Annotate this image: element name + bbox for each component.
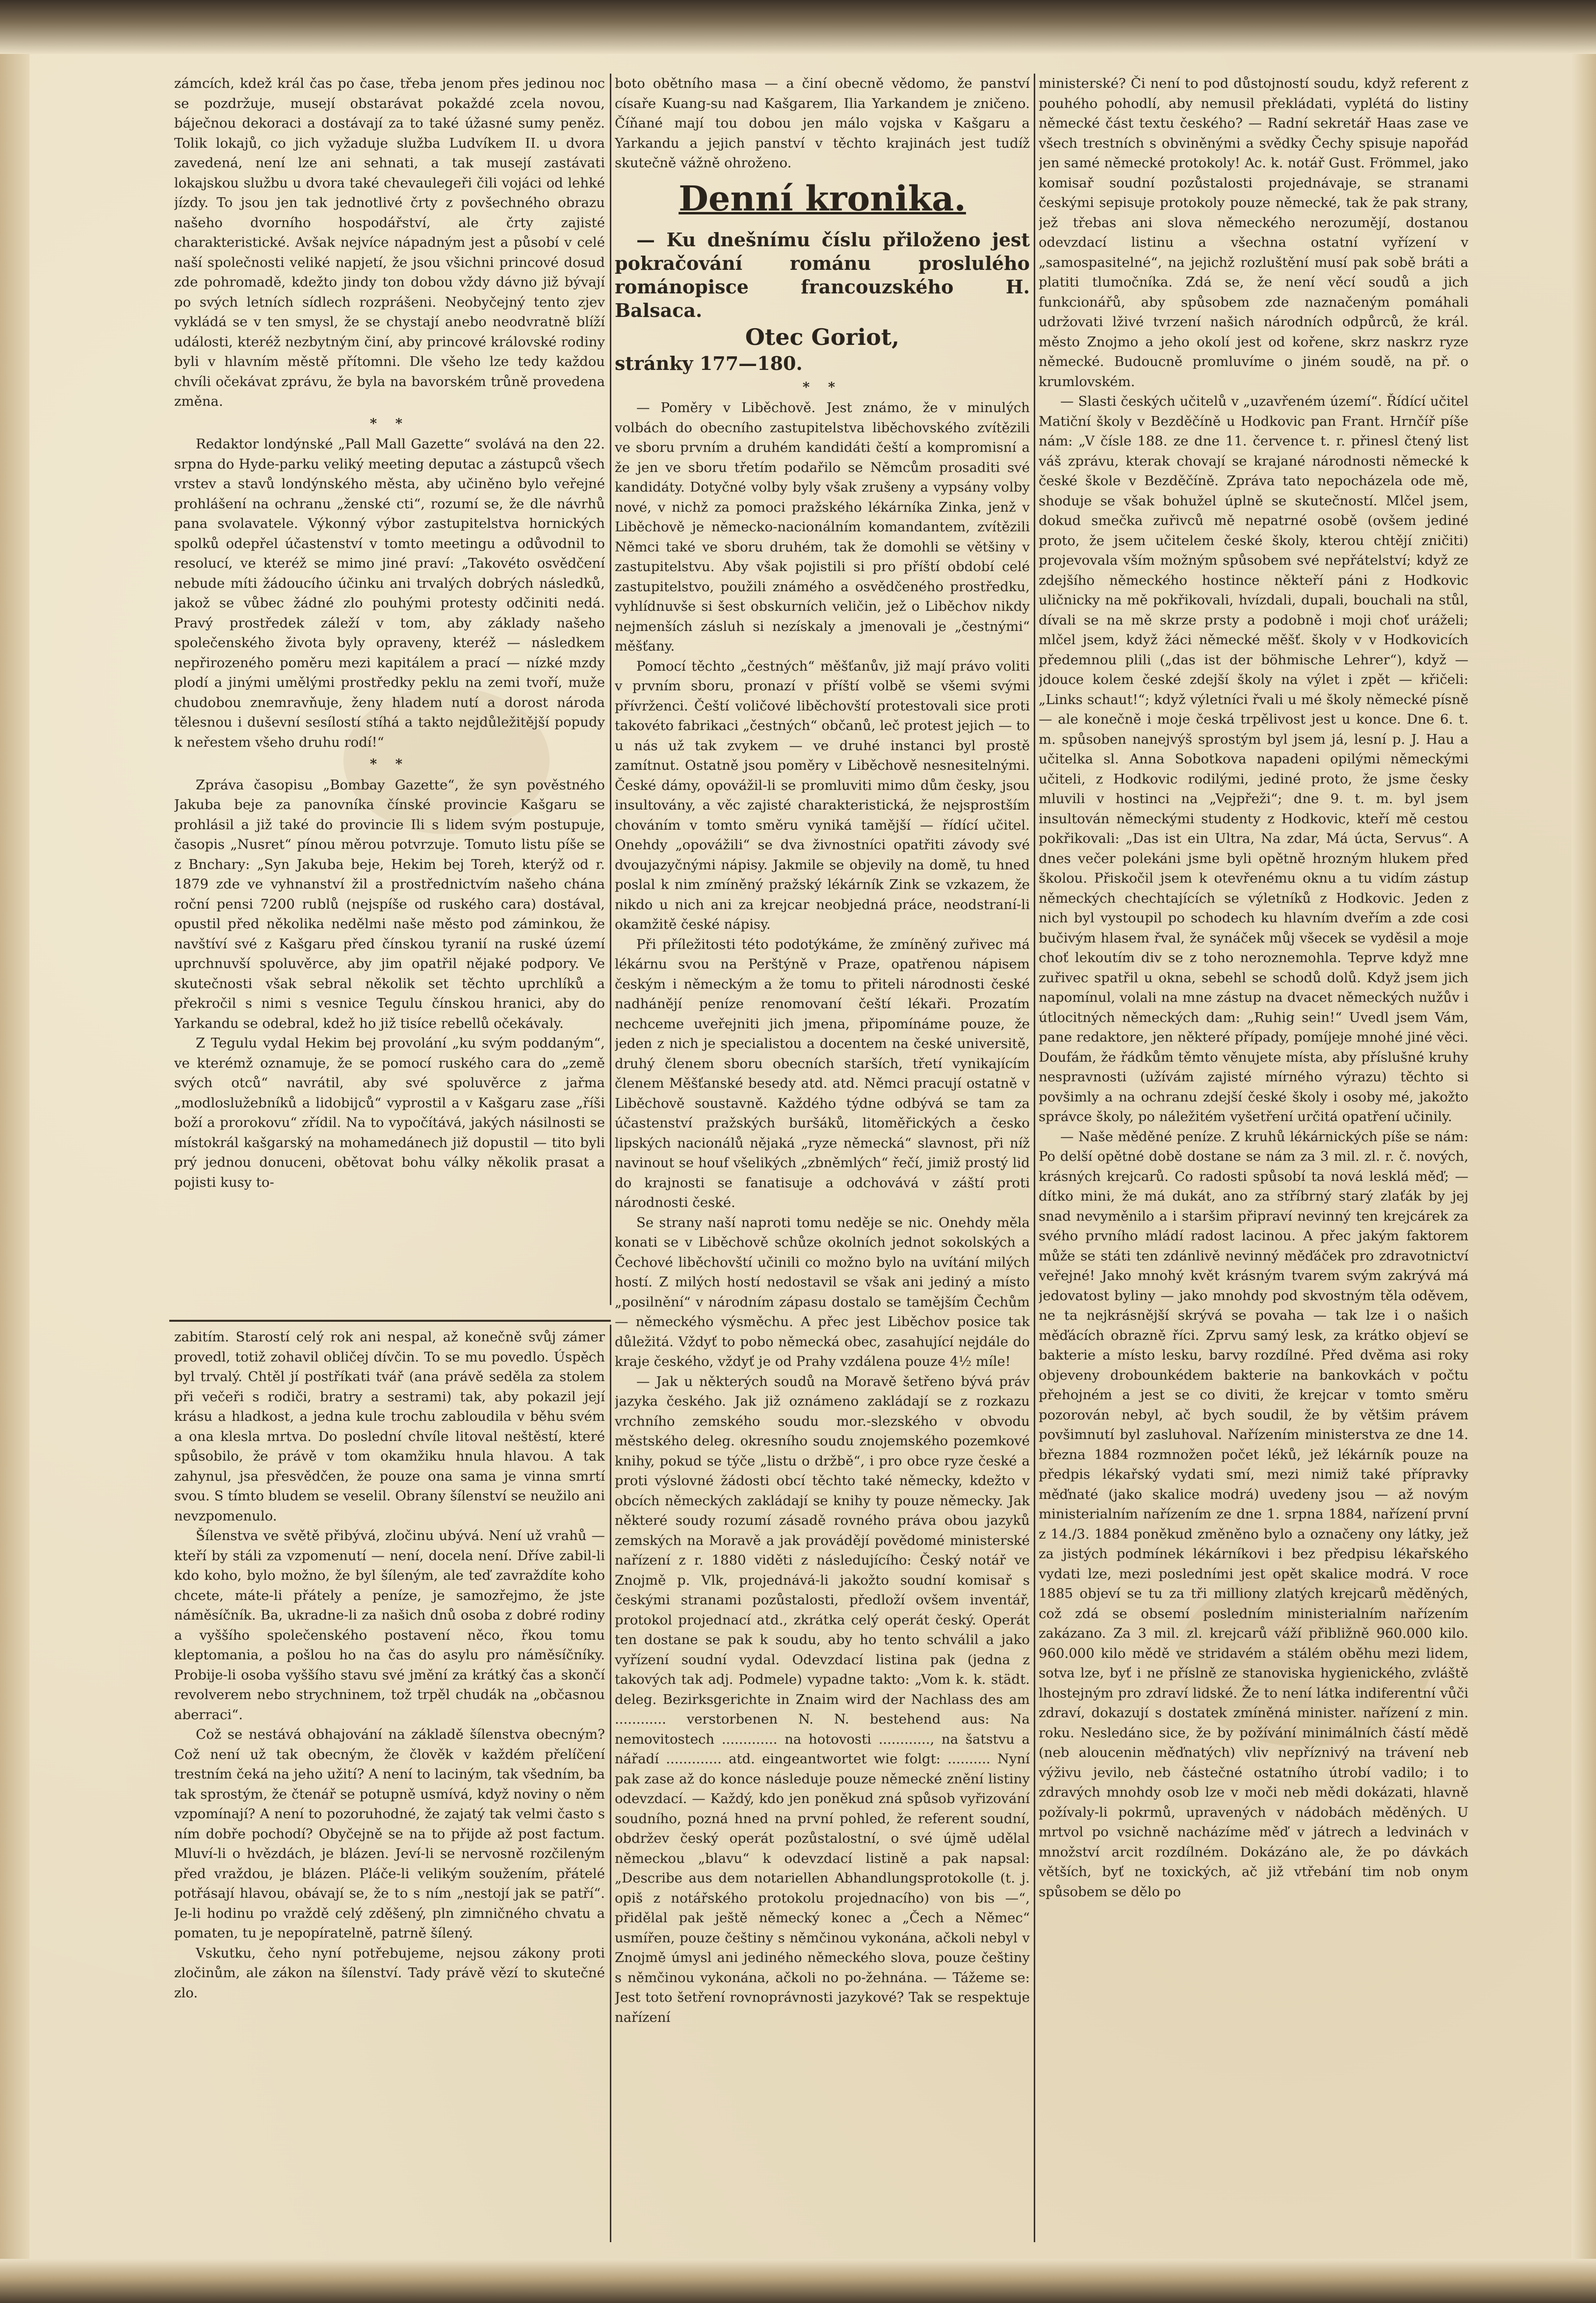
article-paragraph: Se strany naší naproti tomu neděje se nic. Onehdy měla konati se v Liběchově schůze okolních jednot sokolských a Čechové liběchovští učinili co možno bylo na uvítání milých hostí. Z milých hostí nedostavil se však ani jediný a místo „posilnění“ v národním zápasu dostalo se tamějším Čechům — německého výsměchu. A přec jest Liběchov posice tak důležitá. Vždyť to pobo německá obec, zasahující nejdále do kraje českého, vždyť je od Prahy vzdálena pouze 4½ míle! xyxy=(615,1214,1030,1369)
column-rule xyxy=(610,1325,611,2242)
article-paragraph: Pomocí těchto „čestných“ měšťanův, již mají právo voliti v prvním sboru, pronazí v příští volbě se všemi svými přívrženci. Čeští voličové liběchovští protestovali sice proti takovéto fabrikaci „čestných“ občanů, leč protest jejich — to u nás už tak zvykem — ve druhé instanci byl prostě zamítnut. Ostatně jsou poměry v Liběchově nesnesitelnými. České dámy, opovážil-li se promluviti mimo dům česky, jsou insultovány, a věc zajisté charakteristická, že nejsprostším chováním v tomto směru vyniká tamější — řídící učitel. Onehdy „opovážili“ se dva živnostníci opatřiti závody své dvoujazyčnými nápisy. Jakmile se objevily na domě, tu hned poslal k nim zmíněný pražský lékárník Zink se vzkazem, že nikdo u nich ani za krejcar neobjedná práce, neodstraní-li okamžitě české nápisy. xyxy=(615,658,1030,932)
section-separator: * * xyxy=(369,415,410,431)
supplement-title: Otec Goriot, xyxy=(745,323,900,350)
article-paragraph: zámcích, kdež král čas po čase, třeba jenom přes jedinou noc se pozdržuje, musejí obstarávat pokaždé zcela novou, báječnou dekoraci a dostávají za to také úžasné sumy peněz. Tolik lokajů, co jich vyžaduje služba Ludvíkem II. u dvora zavedená, není lze ani sehnati, a tak musejí zastávati lokajskou službu u dvora také chevaulegeři čili vojáci od lehké jízdy. To jsou jen tak jednotlivé črty z povšechného obrazu našeho dvorního hospodářství, ale črty zajisté charakteristické. Avšak nejvíce nápadným jest a působí v celé naší společnosti veliké napjetí, že jsou všichni princové dosud zde pohromadě, kdežto jindy ton dobou vždy dávno již bývají po svých letních sídlech rozprášeni. Neobyčejný tento zjev vykládá se v ten smysl, že se chystají anebo neodvratně blíží události, kteréž nezbytným činí, aby princové královské rodiny byli v hlavním městě přítomni. Dle všeho lze tedy každou chvíli očekávat zprávu, že byla na bavorském trůně provedena změna. xyxy=(174,76,605,409)
article-paragraph: — Naše měděné peníze. Z kruhů lékárnických píše se nám: Po delší opětné době dostane se nám za 3 mil. zl. r. č. nových, krásných krejcarů. Co radosti spůsobí ta nová lesklá měď; — dítko mini, že má dukát, ano za stříbrný starý zlaťák by jej snad nevyměnilo a i staršim připraví nevinný ten krejcárek za svého prvního mládí radost lacinou. A přec jakým faktorem může se státi ten zdánlivě nevinný měďáček pro zdravotnictví veřejné! Jako mnohý květ krásným tvarem svým zakrývá má jedovatost byliny — jako mnohdy pod skvostným těla oděvem, ne ta nejkrásnější skrývá se povaha — tak lze i o našich měďácích obrazně říci. Zprvu samý lesk, za krátko objeví se bakterie a místo lesku, barvy rozdílné. Před dvěma asi roky objeveny drobounkédem bakterie na bankovkách v počtu přehojném a jest se co diviti, že krejcar v tomto směru pozorován nebyl, ač bych soudil, že by většim právem povšimnutí byl zasluhoval. Nařízením ministerstva ze dne 14. března 1884 rozmnožen počet léků, jež lékárník pouze na předpis lékařský vydati smí, mezi nimiž také přípravky měďnaté (jako skalice modrá) uvedeny jsou — až novým ministerialním nařízením ze dne 1. srpna 1884, nařízení první z 14./3. 1884 poněkud změněno bylo a označeny ony látky, jež za jistých podmínek lékárníkovi i bez předpisu lékařského vydati lze, mezi posledními jest opět skalice modrá. V roce 1885 objeví se tu za tři milliony zlatých krejcarů měděných, což zdá se obsemí posledním ministerialním nařízením zakázano. Za 3 mil. zl. krejcarů váží přibližně 960.000 kilo. 960.000 kilo mědě ve stridavém a stálém oběhu mezi lidem, sotva lze, byť i ne příslně ze stanoviska hygienického, zvláště lhostejným pro zdraví lidské. Že to není látka indiferentní vůči zdraví, dokazují s dostatek zmíněná minister. nařízení z min. roku. Nesledáno sice, že by požívání minimálních částí mědě (neb aloucenin měďnatých) vliv nepříznivý na trávení neb výživu jevilo, neb částečné ostatního útrobí vadilo; i to zdravých mnohdy osob lze v moči neb mědi dokázati, hlavně požívaly-li pokrmů, upravených v nádobách měděných. U mrtvol po vsichně nacházíme měď v játrech a ledvinách v množství arcit rozdílném. Dokázáno ale, že po dávkách větších, byť ne toxických, ač již vtřebání tim nob onym spůsobem se dělo po xyxy=(1039,1128,1468,1900)
section-heading: Denní kronika. xyxy=(679,178,966,219)
column-rule xyxy=(1034,74,1035,2242)
left-bottom-column xyxy=(174,1327,605,2242)
paper-edge-left xyxy=(0,0,29,2303)
article-paragraph: Při příležitosti této podotýkáme, že zmíněný zuřivec má lékárnu svou na Perštýně v Praze, opatřenou nápisem českým i německým a že tomu to přiteli národnosti české nadhánějí peníze renomovaní čeští lékaři. Prozatím nechceme uveřejniti jich jmena, připomínáme pouze, že jeden z nich je specialistou a docentem na české universitě, druhý členem sboru obecních starších, třetí vynikajícím členem Měšťanské besedy atd. atd. Němci pracují ostatně v Liběchově soustavně. Každého týdne odbývá se tam za účastenství pražských buršáků, litoměřických a česko lipských nacionálů nějaká „ryze německá“ slavnost, při níž navinout se houf všelikých „zbněmlých“ řečí, jimiž prostý lid do krajnosti se fanatisuje a odchovává v záští proti národnosti české. xyxy=(615,936,1030,1210)
article-paragraph: — Slasti českých učitelů v „uzavřeném území“. Řídící učitel Matiční školy v Bezděčíně u Hodkovic pan Frant. Hrnčíř píše nám: „V čísle 188. ze dne 11. července t. r. přinesl čtený list váš zprávu, kterak chovají se krajané národnosti německé k české škole v Bezděčíně. Zpráva tato nepocházela ode mě, shoduje se však bohužel úplně se skutečností. Mlčel jsem, dokud smečka zuřivců mě nepatrné osobě (ovšem jediné proto, že jsem učitelem české školy, kterou chtějí zničiti) projevovala vším možným spůsobem své nepřátelství; když ze zdejšího německého hostince někteří páni z Hodkovic uličnicky na mě pokřikovali, hvízdali, dupali, bouchali na stůl, dívali se na mě skrze prsty a podobně i moji choť uráželi; mlčel jsem, když žáci německé měšť. školy v v Hodkovicích předemnou plili („das ist der böhmische Lehrer“), když — jdouce kolem české zdejší školy na výlet i zpět — křičeli: „Links schaut!“; když výletníci řvali u mé školy německé písně — ale konečně i moje česká trpělivost jest u konce. Dne 6. t. m. spůsoben nanejvýš sprostým byl jsem já, lesní p. J. Hau a učitelka sl. Anna Sobotkova napadeni opilými německými učiteli, z Hodkovic rodilými, jediné proto, že jsme česky mluvili v hostinci na „Vejpřeži“; dne 9. t. m. byl jsem insultován německými studenty z Hodkovic, kteří mě cestou pokřikovali: „Das ist ein Ultra, Na zdar, Má úcta, Servus“. A dnes večer polekáni jsme byli opětně hrozným hlukem před školou. Přiskočil jsem k otevřenému oknu a tu vidím zástup německých chechtajících se výletníků z Hodkovic. Jeden z nich byl vystoupil po schodech ku hlavním dveřím a zde cosi bučivým hlasem řval, že synáček můj všecek se vyděsil a moje choť lekoutím div se z toho neroznemohla. Teprve když mne zuřivec spatřil u okna, sebehl se schodů dolů. Když jsem jich napomínul, volali na mne zástup na dvacet německých nužův i útlocitných německých dam: „Ruhig sein!“ Uvedl jsem Vám, pane redaktore, jen některé případy, pomíjeje mnohé jiné věci. Doufám, že řádkům těmto věnujete místa, aby příslušné kruhy nespravnosti (užívám zajisté mírného výrazu) těchto si povšimly a na ochranu zdejší české školy i osoby mé, jakožto správce školy, po náležitém vyšetření určitá opatření učinily. xyxy=(1039,393,1468,1125)
section-separator: * * xyxy=(369,756,410,772)
right-column xyxy=(1039,74,1468,2242)
article-paragraph: Z Tegulu vydal Hekim bej provolání „ku svým poddaným“, ve kterémž oznamuje, že se pomocí ruského cara do „země svých otců“ navrátil, aby své spoluvěrce z jařma „modloslužebníků a lidobijců“ vyprostil a v Kašgaru zase „říši boží a prorokovu“ zřídil. Na to vypočítává, jakých násilnosti se místokrál kašgarský na mohamedánech již dopustil — tito byli prý jednou donuceni, obětovat bohu války několik prasat a pojisti kusy to- xyxy=(174,1035,605,1190)
supplement-notice: — Ku dnešnímu číslu přiloženo jest pokračování románu proslulého románopisce francouzského H. Balsaca. xyxy=(615,228,1030,321)
scan-shadow-top xyxy=(0,0,1596,54)
article-paragraph: Šílenstva ve světě přibývá, zločinu ubývá. Není už vrahů — kteří by stáli za vzpomenutí — není, docela není. Dříve zabil-li kdo koho, bylo možno, že byl šíleným, ale teď zavraždíte koho chcete, máte-li přátely a peníze, je samozřejmo, že jste náměsíčník. Ba, ukradne-li za našich dnů osoba z dobré rodiny a vyššího společenského postavení něco, řkou tomu kleptomania, a pošlou ho na čas do asylu pro náměsíčníky. Probije-li osoba vyššího stavu své jmění za krátký čas a skončí revolverem nebo strychninem, tož trpěl chudák na „občasnou aberraci“. xyxy=(174,1528,605,1723)
section-rule xyxy=(169,1320,611,1322)
article-paragraph: zabitím. Starostí celý rok ani nespal, až konečně svůj zámer provedl, totiž zohavil obličej dívčin. To se mu povedlo. Úspěch byl trvalý. Chtěl jí postříkati tvář (ana právě seděla za stolem při večeři s rodiči, bratry a sestrami) tak, aby pokazil její krásu a hladkost, a jedna kule trochu zabloudila v běhu svém a ona klesla mrtva. Do poslední chvíle litoval neštěstí, které spůsobilo, že právě v tom okamžiku hnula hlavou. A tak zahynul, jsa přesvědčen, že pouze ona sama je vinna smrtí svou. S tímto bludem se veselil. Obrany šílenství se neužilo ani nevzpomenulo. xyxy=(174,1329,605,1524)
section-separator: * * xyxy=(802,379,842,395)
article-paragraph: boto obětního masa — a činí obecně vědomo, že panství císaře Kuang-su nad Kašgarem, Ilia Yarkandem je zničeno. Číňané mají tou dobou jen málo vojska v Kašgaru a Yarkandu a jejich panství v těchto krajinách jest tudíž skutečně vážně ohroženo. xyxy=(615,76,1030,171)
supplement-pages: stránky 177—180. xyxy=(615,352,803,374)
article-paragraph: — Jak u některých soudů na Moravě šetřeno bývá práv jazyka českého. Jak již oznámeno zakládají se z rozkazu vrchního zemského soudu mor.-slezského v obvodu městského deleg. okresního soudu znojemského pozemkové knihy, pokud se týče „listu o držbě“, i pro obce ryze české a proti výslovné žádosti obcí těchto také německy, kdežto v obcích německých zakládají se knihy ty pouze německy. Jak některé soudy rozumí zásadě rovného práva obou jazyků zemských na Moravě a jak provádějí povědomé ministerské nařízení z r. 1880 viděti z následujícího: Český notář ve Znojmě p. Vlk, projednává-li jakožto soudní komisař s českými stranami pozůstalosti, předloží ovšem inventář, protokol projednací atd., zkrátka celý operát český. Operát ten dostane se pak k soudu, aby ho tento schválil a jako vyřízení soudní vydal. Odevzdací listina pak (jedna z takových tak adj. Podmele) vypadne takto: „Vom k. k. städt. deleg. Bezirksgerichte in Znaim wird der Nachlass des am ............ verstorbenen N. N. bestehend aus: Na nemovitostech ............. na hotovosti ............, na šatstvu a nářadí ............. atd. eingeantwortet wie folgt: .......... Nyní pak zase až do konce následuje pouze německé znění listiny odevzdací. — Každý, kdo jen poněkud zná spůsob vyřizování soudního, pozná hned na první pohled, že referent soudní, obdržev český operát pozůstalostní, o své újmě udělal německou „blavu“ k odevzdací listině a pak napsal: „Describe aus dem notariellen Abhandlungsprotokolle (t. j. opiš z notářského protokolu projednacího) von bis —“, přidělal pak ještě německý konec a „Čech a Němec“ usmířen, pouze češtiny s němčinou vykonána, ačkoli nebyl v Znojmě úmysl ani jediného německého slova, pouze češtiny s němčinou vykonána, ačkoli no po-žehnána. — Tážeme se: Jest toto šetření rovnoprávnosti jazykové? Tak se respektuje nařízení xyxy=(615,1373,1030,2025)
scan-shadow-bottom xyxy=(0,2259,1596,2303)
article-paragraph: — Poměry v Liběchově. Jest známo, že v minulých volbách do obecního zastupitelstva liběchovského zvítězili ve sboru prvním a druhém kandidáti čeští a kompromisní a že jen ve sboru třetím podařilo se Němcům prosaditi své kandidáty. Dotyčné volby byly však zrušeny a vypsány volby nové, v nichž za pomoci pražského lékárníka Zinka, jenž v Liběchově je německo-nacionálním komandantem, zvítězili Němci také ve sboru druhém, tak že domohli se většiny v zastupitelstvu. Aby však pojistili si pro příští období celé zastupitelstvo, použili známého a osvědčeného prostředku, vyhlídnuvše si šest obskurních veličin, jež o Liběchov nikdy nejmenších zásluh si nezískaly a jmenovali je „čestnými“ měšťany. xyxy=(615,400,1030,654)
left-top-column xyxy=(174,74,605,1315)
article-paragraph: Což se nestává obhajování na základě šílenstva obecným? Což není už tak obecným, že člověk v každém přelíčení trestním čeká na jeho užití? A není to laciným, tak všedním, ba tak sprostým, že čtenář se potupně usmívá, když noviny o něm vzpomínají? A není to pozoruhodné, že zajatý tak velmi často s ním dobře pochodí? Obyčejně se na to přijde až post factum. Mluví-li o hvězdách, je blázen. Jeví-li se nervosně rozčileným před vraždou, je blázen. Pláče-li velikým soužením, přátelé potřásají hlavou, obávají se, že to s ním „nestojí jak se patří“. Je-li hodinu po vraždě celý zděšený, pln zimničného chvatu a pomaten, tu je nepopíratelně, patrně šílený. xyxy=(174,1727,605,1941)
column-rule xyxy=(610,74,611,1305)
article-paragraph: Vskutku, čeho nyní potřebujeme, nejsou zákony proti zločinům, ale zákon na šílenství. Tady právě vězí to skutečné zlo. xyxy=(174,1945,605,2001)
middle-column xyxy=(615,74,1030,2242)
article-paragraph: Zpráva časopisu „Bombay Gazette“, že syn pověstného Jakuba beje za panovníka čínské provincie Kašgaru se prohlásil a již také do provincie Ili s lidem svým postupuje, časopis „Nusret“ pínou měrou potvrzuje. Tomuto listu píše se z Bnchary: „Syn Jakuba beje, Hekim bej Toreh, kterýž od r. 1879 zde ve vyhnanství žil a prostřednictvím našeho chána roční pensi 7200 rublů (nejspíše od ruského cara) dostával, opustil před několika nedělmi naše město pod záminkou, že navštíví své z Kašgaru před čínskou tyranií na ruské území uprchnuvší spoluvěrce, aby jim opatřil nějaké podpory. Ve skutečnosti však sebral několik set těchto uprchlíků a překročil s nimi s vesnice Tegulu čínskou hranici, aby do Yarkandu se odebral, kdež ho již tisíce rebellů očekávaly. xyxy=(174,777,605,1031)
article-paragraph: Redaktor londýnské „Pall Mall Gazette“ svolává na den 22. srpna do Hyde-parku veliký meeting deputac a zástupců všech vrstev a stavů londýnského města, aby učiněno bylo veřejné prohlášení na ochranu „ženské cti“, rozumí se, že dle návrhů pana svolavatele. Výkonný výbor zastupitelstva hornických spolků odepřel účastenství v tomto meetingu a odůvodnil to resolucí, ve kteréž se mimo jiné praví: „Takovéto osvědčení nebude míti žádoucího účinku ani trvalých dobrých následků, jakož se vůbec žádné zlo pouhými protesty odčiniti nedá. Pravý prostředek záleží v tom, aby základy našeho společenského života byly opraveny, kteréž — následkem nepřirozeného poměru mezi kapitálem a prací — nízké mzdy plodí a jinými umělými prostředky peklu na zemi tvoří, muže chudobou znemravňuje, ženy hladem nutí a dorost národa tělesnou i duševní sesílostí stíhá a takto nejdůležitější popudy k neřestem všeho druhu rodí!“ xyxy=(174,436,605,750)
paper-edge-right xyxy=(1571,0,1596,2303)
article-paragraph: ministerské? Či není to pod důstojností soudu, když referent z pouhého pohodlí, aby nemusil překládati, vyplétá do listiny německé část textu českého? — Radní sekretář Haas zase ve všech trestních s obviněnými a svědky Čechy spisuje napořád jen samé německé protokoly! Ac. k. notář Gust. Frömmel, jako komisař soudní pozůstalosti projednávaje, se stranami českými sepisuje protokoly pouze německé, tak že pak strany, jež třebas ani slova německého nerozumějí, dostanou odevzdací listinu a všechna ostatní vyřízení v „samospasitelné“, na jejichž rozluštění musí pak sobě bráti a platiti tlumočníka. Zdá se, že není věcí soudů a jich funkcionářů, aby spůsobem zde naznačeným pomáhali udržovati lživé tvrzení našich národních odpůrců, že král. město Znojmo a jeho okolí jest od kořene, skrz naskrz ryze německé. Budoucně promluvíme o jiném soudě, na př. o krumlovském. xyxy=(1039,76,1468,390)
